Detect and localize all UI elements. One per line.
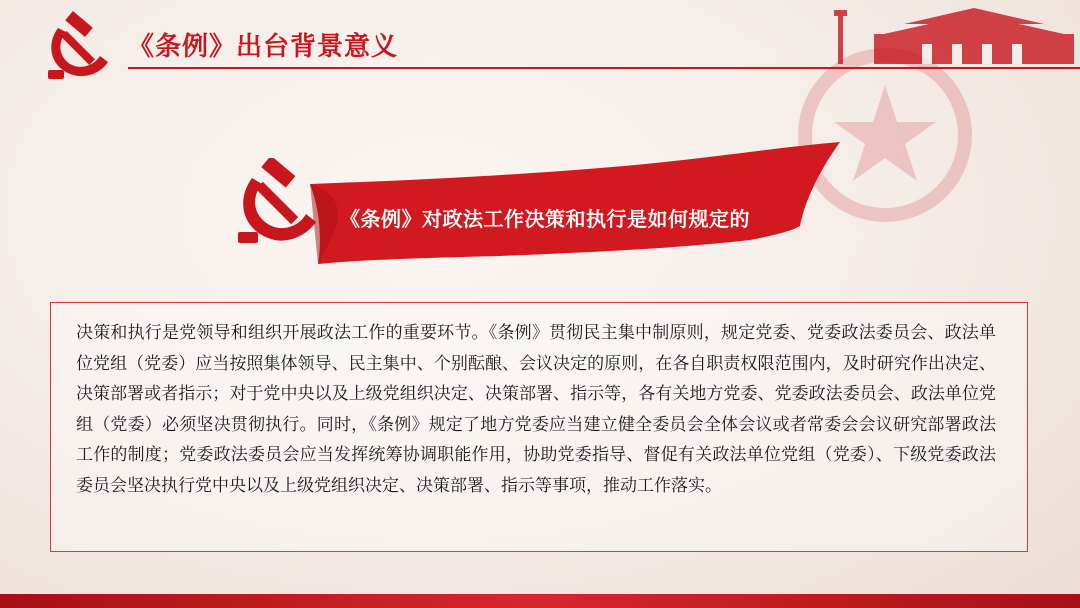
- banner-title: 《条例》对政法工作决策和执行是如何规定的: [340, 207, 750, 231]
- footer-bar: [0, 594, 1080, 608]
- hammer-sickle-icon: [38, 10, 120, 82]
- content-paragraph: 决策和执行是党领导和组织开展政法工作的重要环节。《条例》贯彻民主集中制原则，规定党委、党委政法委员会、政法单位党组（党委）应当按照集体领导、民主集中、个别酝酿、会议决定的原则，在各自职责权限范围内，及时研究作出决定、决策部署或者指示；对于党中央以及上级党组织决定、决策部署、指示等，各有关地方党委、党委政法委员会、政法单位党组（党委）必须坚决贯彻执行。同时，《条例》规定了地方党委应当建立健全委员会全体会议或者常委会会议研究部署政法工作的制度；党委政法委员会应当发挥统筹协调职能作用，协助党委指导、督促有关政法单位党组（党委）、下级党委政法委员会坚决执行党中央以及上级党组织决定、决策部署、指示等事项，推动工作落实。: [76, 323, 996, 496]
- tiananmen-icon: [822, 6, 1080, 68]
- page-title: 《条例》出台背景意义: [128, 32, 399, 62]
